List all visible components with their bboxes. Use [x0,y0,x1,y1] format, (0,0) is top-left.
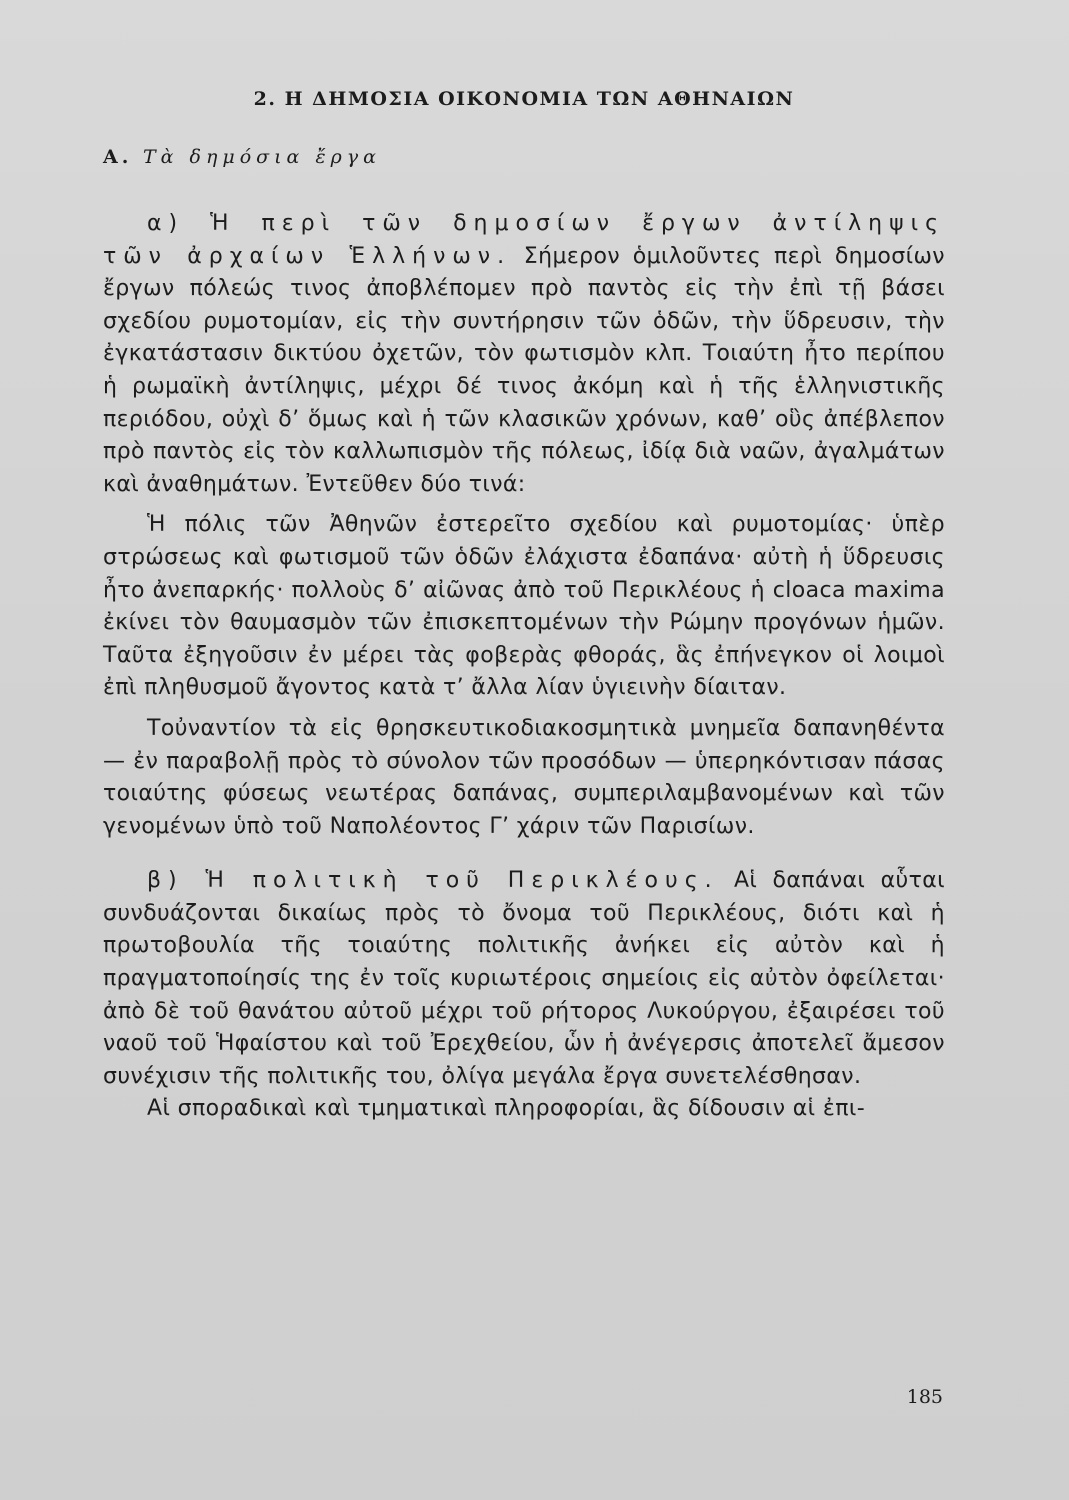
section-title [103,146,945,168]
section-letter: Α. [103,146,133,168]
paragraph-a-text: Σήμερον ὁμιλοῦντες περὶ δημοσίων ἔργων πόλεώς τινος ἀποβλέπομεν πρὸ παντὸς εἰς τὴν ἐπὶ τῇ βάσει σχεδίου ρυμοτομίαν, εἰς τὴν συντήρησιν τῶν ὁδῶν, τὴν ὕδρευσιν, τὴν ἐγκατάστασιν δικτύου ὀχετῶν, τὸν φωτισμὸν κλπ. Τοιαύτη ἦτο περίπου ἡ ρωμαϊκὴ ἀντίληψις, μέχρι δέ τινος ἀκόμη καὶ ἡ τῆς ἑλληνιστικῆς περιόδου, οὐχὶ δ’ ὅμως καὶ ἡ τῶν κλασικῶν χρόνων, καθ’ οὓς ἀπέβλεπον πρὸ παντὸς εἰς τὸν καλλωπισμὸν τῆς πόλεως, ἰδίᾳ διὰ ναῶν, ἀγαλμάτων καὶ ἀναθημάτων. Ἐντεῦθεν δύο τινά: [103,243,945,497]
paragraph-b-label: β) Ἡ πολιτικὴ τοῦ Περικλέους. [147,868,719,894]
paragraph-a-label: α) Ἡ περὶ τῶν δημοσίων ἔργων ἀντίληψις τῶν ἀρχαίων Ἑλλήνων. [103,211,945,269]
page-number: 185 [906,1386,943,1408]
section-heading: Τὰ δημόσια ἔργα [142,146,381,168]
chapter-title: 2. Η ΔΗΜΟΣΙΑ ΟΙΚΟΝΟΜΙΑ ΤΩΝ ΑΘΗΝΑΙΩΝ [253,88,795,110]
paragraph-b-text: Αἱ δαπάναι αὗται συνδυάζονται δικαίως πρὸς τὸ ὄνομα τοῦ Περικλέους, διότι καὶ ἡ πρωτοβουλία τῆς τοιαύτης πολιτικῆς ἀνήκει εἰς αὐτὸν καὶ ἡ πραγματοποίησίς της ἐν τοῖς κυριωτέροις σημείοις εἰς αὐτὸν ὀφείλεται· ἀπὸ δὲ τοῦ θανάτου αὐτοῦ μέχρι τοῦ ρήτορος Λυκούργου, ἐξαιρέσει τοῦ ναοῦ τοῦ Ἡφαίστου καὶ τοῦ Ἐρεχθείου, ὧν ἡ ἀνέγερσις ἀποτελεῖ ἄμεσον συνέχισιν τῆς πολιτικῆς του, ὀλίγα μεγάλα ἔργα συνετελέσθησαν. [103,868,945,1089]
paragraph-a [103,208,945,501]
text-column [103,88,945,1126]
paragraph-1: Ἡ πόλις τῶν Ἀθηνῶν ἐστερεῖτο σχεδίου καὶ ρυμοτομίας· ὑπὲρ στρώσεως καὶ φωτισμοῦ τῶν ὁδῶν ἐλάχιστα ἐδαπάνα· αὐτὴ ἡ ὕδρευσις ἦτο ἀνεπαρκής· πολλοὺς δ’ αἰῶνας ἀπὸ τοῦ Περικλέους ἡ cloaca maxima ἐκίνει τὸν θαυμασμὸν τῶν ἐπισκεπτομένων τὴν Ρώμην προγόνων ἡμῶν. Ταῦτα ἐξηγοῦσιν ἐν μέρει τὰς φοβερὰς φθοράς, ἃς ἐπήνεγκον οἱ λοιμοὶ ἐπὶ πληθυσμοῦ ἄγοντος κατὰ τ’ ἄλλα λίαν ὑγιεινὴν δίαιταν. [103,512,945,701]
paragraph-2: Τοὐναντίον τὰ εἰς θρησκευτικοδιακοσμητικὰ μνημεῖα δαπανηθέντα — ἐν παραβολῇ πρὸς τὸ σύνολον τῶν προσόδων — ὑπερηκόντισαν πάσας τοιαύτης φύσεως νεωτέρας δαπάνας, συμπεριλαμβανομένων καὶ τῶν γενομένων ὑπὸ τοῦ Ναπολέοντος Γ’ χάριν τῶν Παρισίων. [103,715,945,839]
paragraph-b [103,865,945,1093]
paragraph-3: Αἱ σποραδικαὶ καὶ τμηματικαὶ πληροφορίαι, ἃς δίδουσιν αἱ ἐπι- [147,1096,866,1122]
